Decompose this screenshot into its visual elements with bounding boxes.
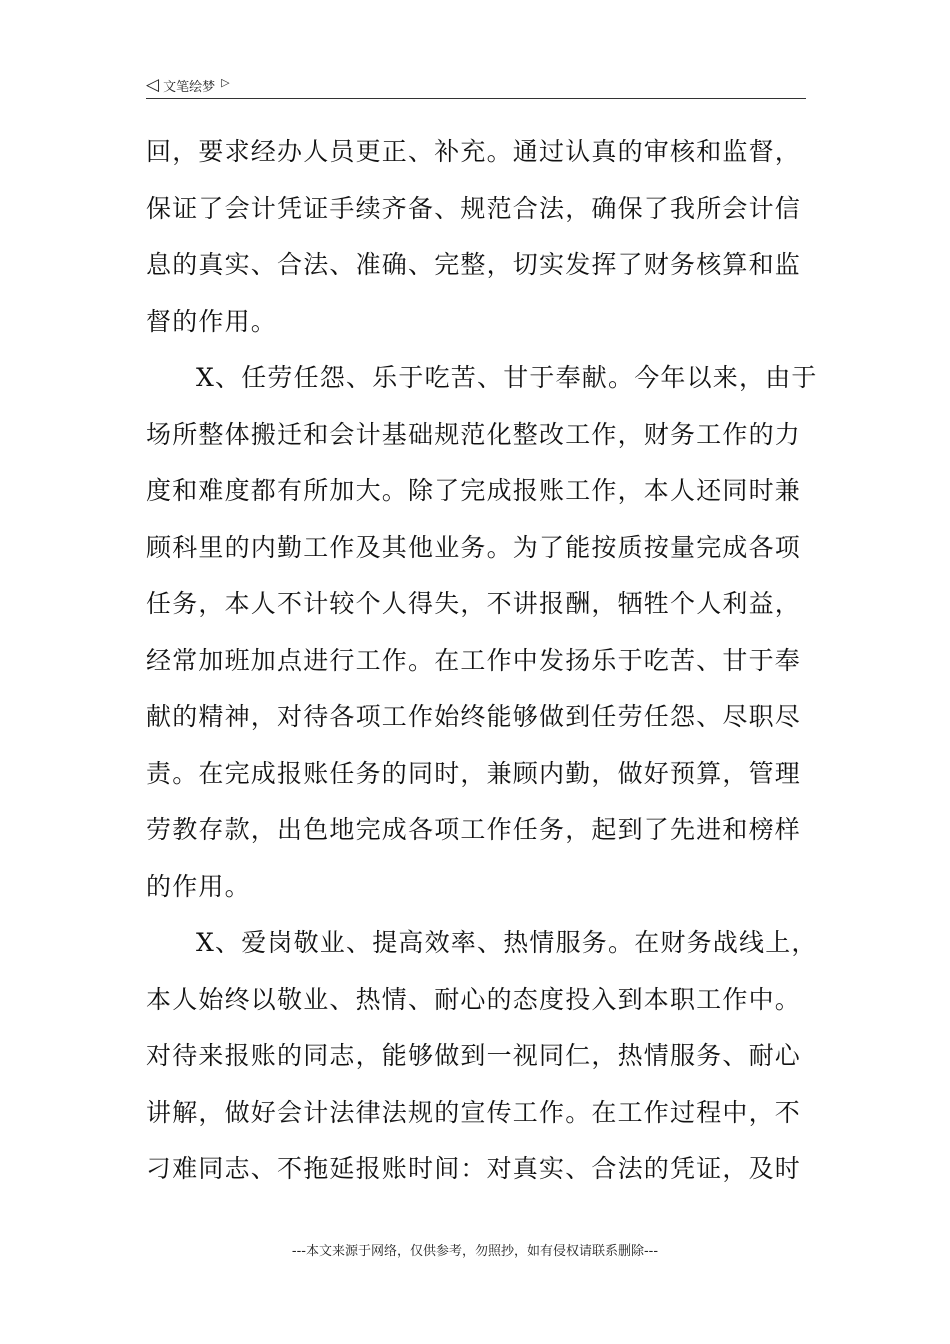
document-body <box>146 124 816 1198</box>
text-line: 保证了会计凭证手续齐备、规范合法，确保了我所会计信 <box>146 193 802 223</box>
paragraph-start-line: X、任劳任怨、乐于吃苦、甘于奉献。今年以来，由于 <box>196 363 818 392</box>
text-line: 顾科里的内勤工作及其他业务。为了能按质按量完成各项 <box>146 532 802 562</box>
text-line: 度和难度都有所加大。除了完成报账工作，本人还同时兼 <box>146 476 802 505</box>
text-line: 对待来报账的同志，能够做到一视同仁，热情服务、耐心 <box>146 1041 802 1070</box>
text-line: 回，要求经办人员更正、补充。通过认真的审核和监督， <box>146 137 802 166</box>
paragraph-start-line: X、爱岗敬业、提高效率、热情服务。在财务战线上， <box>196 928 818 957</box>
text-line: 讲解，做好会计法律法规的宣传工作。在工作过程中，不 <box>146 1097 802 1127</box>
text-line: 督的作用。 <box>146 306 278 336</box>
footer-disclaimer: ---本文来源于网络，仅供参考，勿照抄，如有侵权请联系删除--- <box>291 1244 659 1259</box>
text-line: 劳教存款，出色地完成各项工作任务，起到了先进和榜样 <box>146 815 802 844</box>
text-line: 任务，本人不计较个人得失，不讲报酬，牺牲个人利益， <box>146 589 802 618</box>
text-line: 责。在完成报账任务的同时，兼顾内勤，做好预算，管理 <box>146 758 802 788</box>
text-line: 献的精神，对待各项工作始终能够做到任劳任怨、尽职尽 <box>146 702 802 731</box>
text-line: 场所整体搬迁和会计基础规范化整改工作，财务工作的力 <box>146 419 802 449</box>
text-line: 息的真实、合法、准确、完整，切实发挥了财务核算和监 <box>146 250 802 279</box>
text-line: 刁难同志、不拖延报账时间：对真实、合法的凭证，及时 <box>146 1154 802 1183</box>
triangle-right-icon: ▷ <box>221 75 230 89</box>
page-header <box>146 72 806 98</box>
text-line: 经常加班加点进行工作。在工作中发扬乐于吃苦、甘于奉 <box>146 645 802 675</box>
text-line: 的作用。 <box>146 871 251 901</box>
text-line: 本人始终以敬业、热情、耐心的态度投入到本职工作中。 <box>146 984 802 1014</box>
triangle-left-icon: ◁ <box>146 74 160 95</box>
header-title: 文笔绘梦 <box>163 79 216 95</box>
header-divider <box>146 98 806 99</box>
